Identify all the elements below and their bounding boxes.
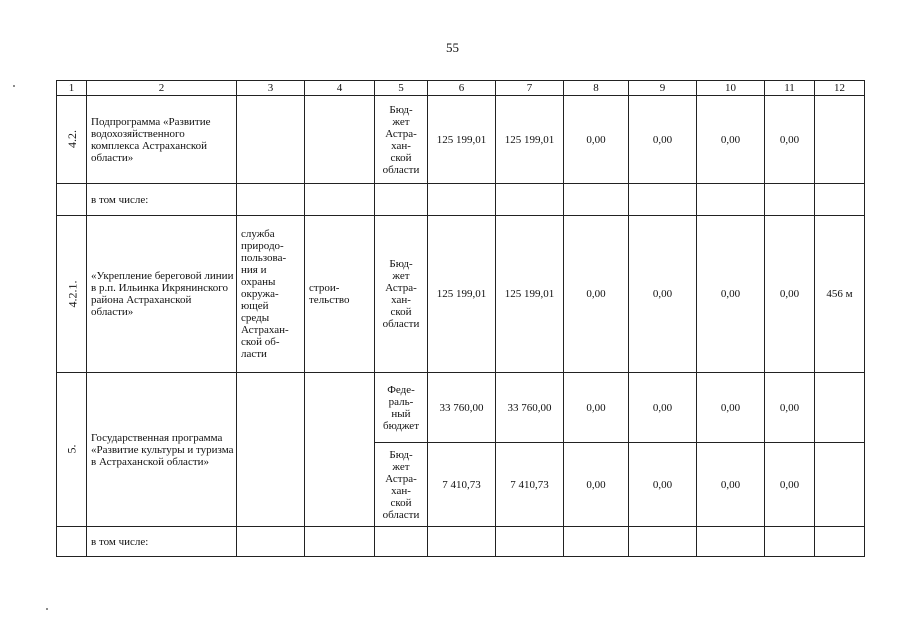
value-cell: 0,00	[697, 216, 765, 373]
value-cell: 456 м	[815, 216, 865, 373]
col-header: 7	[496, 81, 564, 96]
executor: служба природо- пользова- ния и охраны окружа- ющей среды Астрахан- ской об- ласти	[237, 216, 305, 373]
value-cell: 33 760,00	[496, 373, 564, 443]
value-cell: 125 199,01	[496, 216, 564, 373]
table-row	[57, 527, 865, 557]
value-cell: 125 199,01	[428, 216, 496, 373]
value-cell: 0,00	[564, 96, 629, 184]
value-cell: 7 410,73	[496, 443, 564, 527]
type-cell	[305, 96, 375, 184]
value-cell: 0,00	[765, 443, 815, 527]
header-row	[57, 81, 865, 96]
row-number-cell	[57, 373, 87, 527]
row-number: 4.2.	[64, 130, 79, 148]
funding-source: Бюд- жет Астра- хан- ской области	[375, 96, 428, 184]
subtotal-label: в том числе:	[87, 184, 237, 216]
value-cell: 0,00	[629, 443, 697, 527]
row-number-cell	[57, 216, 87, 373]
value-cell: 0,00	[697, 373, 765, 443]
scan-speck	[46, 608, 48, 610]
value-cell: 0,00	[629, 373, 697, 443]
col-header: 8	[564, 81, 629, 96]
work-type: строи- тельство	[305, 216, 375, 373]
value-cell: 0,00	[629, 96, 697, 184]
value-cell: 0,00	[564, 443, 629, 527]
value-cell: 0,00	[765, 96, 815, 184]
value-cell: 0,00	[697, 443, 765, 527]
row-number: 5.	[64, 444, 79, 454]
col-header: 1	[57, 81, 87, 96]
value-cell: 7 410,73	[428, 443, 496, 527]
value-cell: 0,00	[765, 373, 815, 443]
value-cell: 125 199,01	[496, 96, 564, 184]
value-cell: 0,00	[629, 216, 697, 373]
col-header: 9	[629, 81, 697, 96]
col-header: 11	[765, 81, 815, 96]
program-name: Государственная программа «Развитие культуры и туризма в Астраханской области»	[87, 373, 237, 527]
project-name: «Укрепление береговой линии в р.п. Ильинка Икрянинского района Астраханской области»	[87, 216, 237, 373]
value-cell: 125 199,01	[428, 96, 496, 184]
value-cell: 33 760,00	[428, 373, 496, 443]
row-number-cell	[57, 96, 87, 184]
value-cell: 0,00	[697, 96, 765, 184]
subtotal-label: в том числе:	[87, 527, 237, 557]
table-row	[57, 216, 865, 373]
funding-source: Бюд- жет Астра- хан- ской области	[375, 216, 428, 373]
table-row	[57, 184, 865, 216]
executor-cell	[237, 96, 305, 184]
funding-source: Бюд- жет Астра- хан- ской области	[375, 443, 428, 527]
value-cell	[815, 96, 865, 184]
table-row	[57, 96, 865, 184]
row-number: 4.2.1.	[65, 280, 80, 307]
scan-speck	[13, 85, 15, 87]
value-cell: 0,00	[765, 216, 815, 373]
col-header: 10	[697, 81, 765, 96]
col-header: 6	[428, 81, 496, 96]
value-cell: 0,00	[564, 373, 629, 443]
budget-table	[56, 80, 865, 557]
col-header: 3	[237, 81, 305, 96]
value-cell: 0,00	[564, 216, 629, 373]
table-row	[57, 373, 865, 443]
col-header: 12	[815, 81, 865, 96]
col-header: 2	[87, 81, 237, 96]
funding-source: Феде- раль- ный бюджет	[375, 373, 428, 443]
col-header: 4	[305, 81, 375, 96]
col-header: 5	[375, 81, 428, 96]
page-number: 55	[446, 40, 459, 55]
program-name: Подпрограмма «Развитие водохозяйственного комплекса Астраханской области»	[87, 96, 237, 184]
